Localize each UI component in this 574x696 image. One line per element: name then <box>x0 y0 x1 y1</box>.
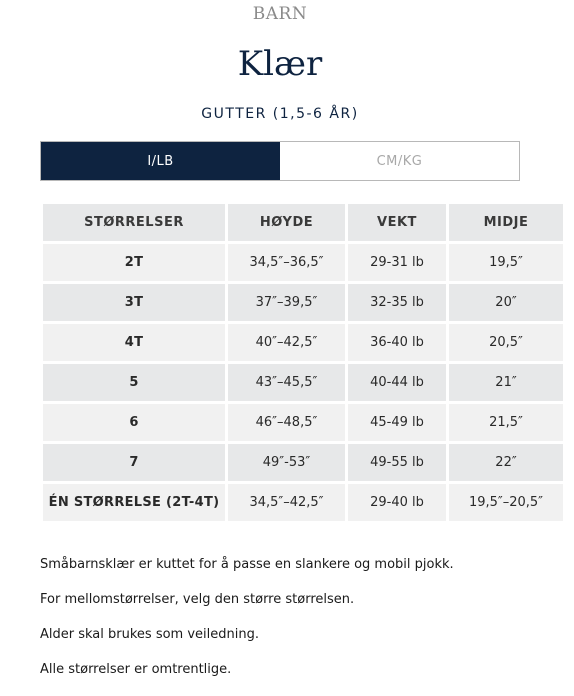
unit-toggle-cm-kg[interactable]: CM/KG <box>280 142 519 180</box>
table-row <box>43 244 563 281</box>
table-row <box>43 324 563 361</box>
table-header-row <box>43 204 563 241</box>
weight-cell: 29-40 lb <box>348 484 446 521</box>
table-row <box>43 404 563 441</box>
note-text: Småbarnsklær er kuttet for å passe en slankere og mobil pjokk. <box>40 557 454 572</box>
size-cell: 3T <box>43 284 225 321</box>
waist-cell: 21,5″ <box>449 404 563 441</box>
note-text: Alle størrelser er omtrentlige. <box>40 662 232 677</box>
column-header-height: HØYDE <box>228 204 345 241</box>
weight-cell: 49-55 lb <box>348 444 446 481</box>
size-cell: 2T <box>43 244 225 281</box>
height-cell: 43″–45,5″ <box>228 364 345 401</box>
unit-toggle-in-lb[interactable]: I/LB <box>41 142 280 180</box>
column-header-waist: MIDJE <box>449 204 563 241</box>
table-row <box>43 364 563 401</box>
weight-cell: 45-49 lb <box>348 404 446 441</box>
size-cell: 7 <box>43 444 225 481</box>
height-cell: 46″–48,5″ <box>228 404 345 441</box>
size-cell: 6 <box>43 404 225 441</box>
table-row <box>43 284 563 321</box>
size-cell: 4T <box>43 324 225 361</box>
column-header-size: STØRRELSER <box>43 204 225 241</box>
height-cell: 34,5″–42,5″ <box>228 484 345 521</box>
page-title: Klær <box>237 44 323 84</box>
note-text: Alder skal brukes som veiledning. <box>40 627 259 642</box>
size-cell: 5 <box>43 364 225 401</box>
size-chart-table <box>40 201 566 524</box>
waist-cell: 20,5″ <box>449 324 563 361</box>
category-eyebrow: BARN <box>252 4 308 24</box>
height-cell: 49″-53″ <box>228 444 345 481</box>
waist-cell: 20″ <box>449 284 563 321</box>
height-cell: 40″–42,5″ <box>228 324 345 361</box>
size-notes <box>40 556 560 696</box>
weight-cell: 29-31 lb <box>348 244 446 281</box>
waist-cell: 21″ <box>449 364 563 401</box>
weight-cell: 40-44 lb <box>348 364 446 401</box>
column-header-weight: VEKT <box>348 204 446 241</box>
weight-cell: 36-40 lb <box>348 324 446 361</box>
table-row <box>43 444 563 481</box>
page-subtitle: GUTTER (1,5-6 ÅR) <box>201 106 359 122</box>
waist-cell: 22″ <box>449 444 563 481</box>
note-text: For mellomstørrelser, velg den større størrelsen. <box>40 592 355 607</box>
waist-cell: 19,5″–20,5″ <box>449 484 563 521</box>
unit-toggle <box>40 141 520 181</box>
table-row <box>43 484 563 521</box>
waist-cell: 19,5″ <box>449 244 563 281</box>
weight-cell: 32-35 lb <box>348 284 446 321</box>
size-cell: ÉN STØRRELSE (2T-4T) <box>43 484 225 521</box>
height-cell: 34,5″–36,5″ <box>228 244 345 281</box>
height-cell: 37″–39,5″ <box>228 284 345 321</box>
